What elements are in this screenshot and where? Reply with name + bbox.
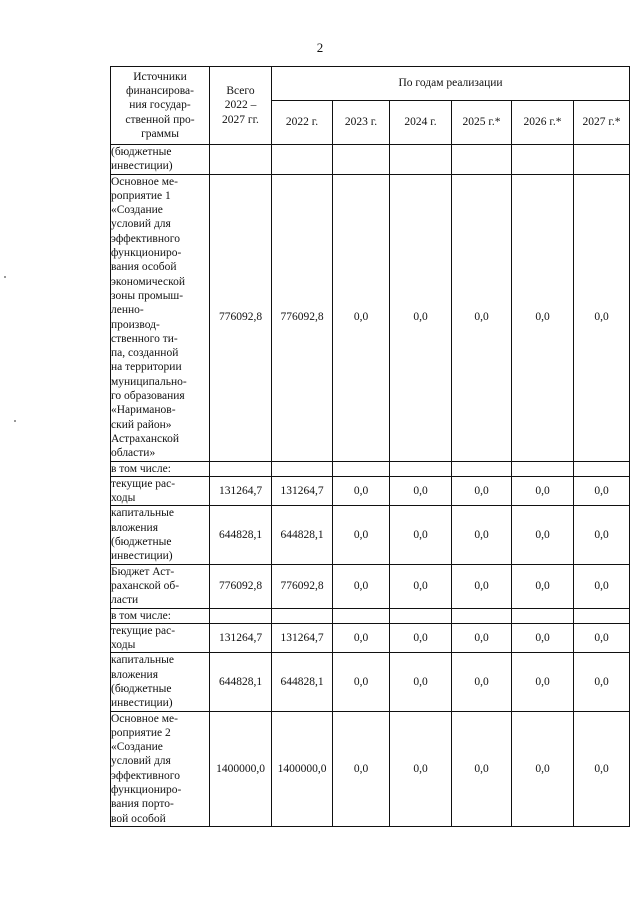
source-line: муниципально- — [111, 375, 187, 388]
source-cell — [111, 174, 210, 461]
source-line: капитальные — [111, 507, 175, 520]
header-total-cell — [210, 67, 272, 145]
total-cell — [210, 608, 272, 623]
year-value-cell: 0,0 — [390, 174, 452, 461]
source-line: зоны промыш- — [111, 289, 184, 302]
year-value-cell: 0,0 — [574, 711, 630, 826]
year-value-cell: 0,0 — [333, 506, 390, 564]
source-line: на территории — [111, 361, 182, 374]
year-value-cell: 1400000,0 — [272, 711, 333, 826]
year-value-cell — [333, 461, 390, 476]
source-cell — [111, 564, 210, 608]
year-value-cell: 0,0 — [574, 476, 630, 506]
table-row — [111, 506, 630, 564]
year-value-cell — [574, 608, 630, 623]
total-cell: 776092,8 — [210, 564, 272, 608]
year-value-cell: 0,0 — [452, 506, 512, 564]
year-value-cell — [574, 461, 630, 476]
year-value-cell: 0,0 — [452, 711, 512, 826]
source-line: условий для — [111, 755, 171, 768]
source-line: ласти — [111, 594, 139, 607]
source-line: текущие рас- — [111, 624, 176, 637]
source-line: вания особой — [111, 261, 177, 274]
year-value-cell: 0,0 — [574, 653, 630, 711]
source-line: ственного ти- — [111, 332, 178, 345]
year-value-cell — [452, 145, 512, 175]
source-line: ский район» — [111, 418, 172, 431]
source-line: ходы — [111, 492, 136, 505]
source-line: вложения — [111, 521, 158, 534]
source-line: инвестиции) — [111, 160, 173, 173]
year-value-cell: 0,0 — [512, 506, 574, 564]
year-value-cell — [333, 608, 390, 623]
source-line: Основное ме- — [111, 175, 178, 188]
source-cell — [111, 145, 210, 175]
year-value-cell: 0,0 — [390, 653, 452, 711]
source-line: в том числе: — [111, 462, 171, 475]
source-line: Основное ме- — [111, 712, 178, 725]
total-cell: 131264,7 — [210, 623, 272, 653]
source-line: ленно- — [111, 304, 144, 317]
table-row — [111, 623, 630, 653]
header-total-line: 2022 – — [224, 99, 257, 112]
source-line: ходы — [111, 639, 136, 652]
source-line: капитальные — [111, 654, 175, 667]
source-cell — [111, 711, 210, 826]
year-value-cell: 0,0 — [452, 653, 512, 711]
source-line: па, созданной — [111, 347, 179, 360]
source-line: эффективного — [111, 232, 180, 245]
source-line: «Создание — [111, 741, 163, 754]
total-cell — [210, 461, 272, 476]
table-row — [111, 461, 630, 476]
header-total-line: 2027 гг. — [222, 113, 259, 126]
header-year: 2022 г. — [272, 101, 333, 145]
year-value-cell: 0,0 — [390, 476, 452, 506]
year-value-cell: 0,0 — [452, 174, 512, 461]
year-value-cell: 0,0 — [512, 476, 574, 506]
year-value-cell: 131264,7 — [272, 476, 333, 506]
year-value-cell: 0,0 — [333, 653, 390, 711]
source-line: вложения — [111, 668, 158, 681]
total-cell: 131264,7 — [210, 476, 272, 506]
year-value-cell: 0,0 — [452, 476, 512, 506]
header-source-line: ственной про- — [125, 113, 195, 126]
table-row — [111, 711, 630, 826]
header-source-line: Источники — [133, 70, 187, 83]
year-value-cell: 0,0 — [512, 653, 574, 711]
year-value-cell — [452, 461, 512, 476]
source-cell — [111, 476, 210, 506]
total-cell — [210, 145, 272, 175]
year-value-cell: 0,0 — [333, 711, 390, 826]
year-value-cell: 0,0 — [390, 506, 452, 564]
header-source-line: финансирова- — [126, 85, 194, 98]
source-cell — [111, 653, 210, 711]
source-cell — [111, 623, 210, 653]
year-value-cell — [452, 608, 512, 623]
year-value-cell: 0,0 — [574, 623, 630, 653]
year-value-cell: 0,0 — [390, 623, 452, 653]
source-line: Астраханской — [111, 432, 180, 445]
header-year: 2027 г.* — [574, 101, 630, 145]
table-row — [111, 564, 630, 608]
total-cell: 644828,1 — [210, 653, 272, 711]
year-value-cell — [272, 145, 333, 175]
year-value-cell: 0,0 — [452, 623, 512, 653]
year-value-cell: 0,0 — [452, 564, 512, 608]
header-source-line: граммы — [141, 127, 179, 140]
source-line: Бюджет Аст- — [111, 565, 175, 578]
source-line: инвестиции) — [111, 550, 173, 563]
source-line: вания порто- — [111, 798, 174, 811]
source-line: (бюджетные — [111, 536, 172, 549]
year-value-cell: 0,0 — [512, 564, 574, 608]
year-value-cell — [272, 461, 333, 476]
year-value-cell: 644828,1 — [272, 506, 333, 564]
source-cell — [111, 461, 210, 476]
source-line: текущие рас- — [111, 477, 176, 490]
year-value-cell: 0,0 — [512, 174, 574, 461]
financing-table — [110, 66, 630, 827]
header-years-group: По годам реализации — [272, 67, 630, 101]
source-line: роприятие 2 — [111, 726, 171, 739]
year-value-cell: 0,0 — [512, 623, 574, 653]
scan-artifact — [4, 276, 6, 278]
header-year: 2026 г.* — [512, 101, 574, 145]
scan-artifact — [14, 420, 16, 422]
year-value-cell — [512, 461, 574, 476]
source-line: вой особой — [111, 812, 166, 825]
header-source-line: ния государ- — [129, 99, 191, 112]
header-total-line: Всего — [226, 85, 255, 98]
year-value-cell: 776092,8 — [272, 564, 333, 608]
year-value-cell: 0,0 — [333, 174, 390, 461]
table-row — [111, 476, 630, 506]
source-line: «Нариманов- — [111, 404, 176, 417]
total-cell: 1400000,0 — [210, 711, 272, 826]
year-value-cell — [390, 145, 452, 175]
source-line: в том числе: — [111, 609, 171, 622]
source-line: области» — [111, 447, 156, 460]
source-line: функциониро- — [111, 784, 182, 797]
year-value-cell: 776092,8 — [272, 174, 333, 461]
source-line: функциониро- — [111, 247, 182, 260]
source-line: (бюджетные — [111, 146, 172, 158]
source-line: го образования — [111, 390, 185, 403]
year-value-cell: 644828,1 — [272, 653, 333, 711]
year-value-cell — [574, 145, 630, 175]
source-line: раханской об- — [111, 579, 180, 592]
table-row — [111, 608, 630, 623]
year-value-cell: 0,0 — [333, 623, 390, 653]
total-cell: 644828,1 — [210, 506, 272, 564]
table-row — [111, 145, 630, 175]
year-value-cell: 131264,7 — [272, 623, 333, 653]
table-row — [111, 653, 630, 711]
year-value-cell: 0,0 — [574, 174, 630, 461]
source-line: экономической — [111, 275, 185, 288]
year-value-cell: 0,0 — [390, 564, 452, 608]
source-cell — [111, 608, 210, 623]
year-value-cell — [333, 145, 390, 175]
year-value-cell — [512, 608, 574, 623]
source-line: инвестиции) — [111, 697, 173, 710]
header-year: 2024 г. — [390, 101, 452, 145]
source-line: эффективного — [111, 769, 180, 782]
year-value-cell — [512, 145, 574, 175]
source-line: условий для — [111, 218, 171, 231]
source-line: «Создание — [111, 204, 163, 217]
year-value-cell: 0,0 — [333, 476, 390, 506]
header-year: 2025 г.* — [452, 101, 512, 145]
year-value-cell: 0,0 — [574, 506, 630, 564]
source-line: производ- — [111, 318, 160, 331]
year-value-cell — [390, 608, 452, 623]
page-number: 2 — [316, 40, 324, 55]
year-value-cell — [272, 608, 333, 623]
source-line: (бюджетные — [111, 682, 172, 695]
source-line: роприятие 1 — [111, 189, 171, 202]
table-row — [111, 174, 630, 461]
year-value-cell: 0,0 — [512, 711, 574, 826]
year-value-cell — [390, 461, 452, 476]
header-year: 2023 г. — [333, 101, 390, 145]
year-value-cell: 0,0 — [333, 564, 390, 608]
header-source-cell — [111, 67, 210, 145]
total-cell: 776092,8 — [210, 174, 272, 461]
year-value-cell: 0,0 — [390, 711, 452, 826]
year-value-cell: 0,0 — [574, 564, 630, 608]
source-cell — [111, 506, 210, 564]
